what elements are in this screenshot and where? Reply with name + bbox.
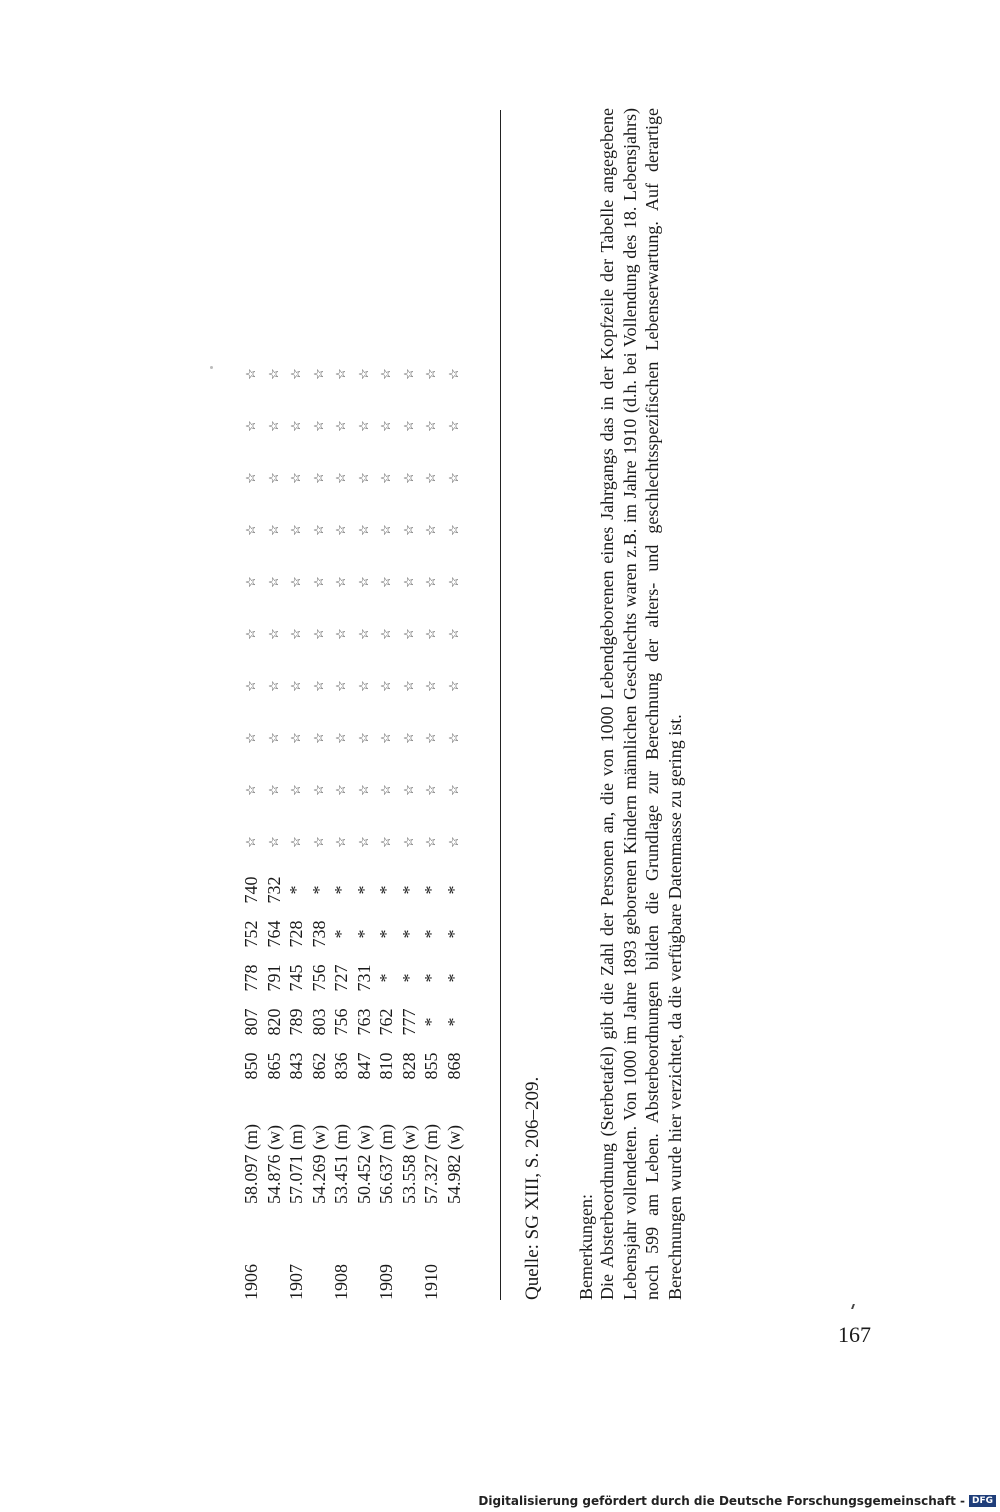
asterisk-cell: ☆ [445,784,461,796]
asterisk-cell: ☆ [265,680,281,692]
asterisk-cell: ☆ [445,732,461,744]
births-sex-cell: 50.452 (w) [353,1125,374,1204]
asterisk-cell: ☆ [355,576,371,588]
year-cell [308,1204,331,1300]
asterisk-cell: ☆ [400,836,416,848]
page-number: 167 [838,1322,871,1347]
births-sex-cell: 54.269 (w) [308,1125,329,1204]
asterisk-cell: ☆ [288,368,303,380]
asterisk-cell: ☆ [265,732,281,744]
year-cell: 1906 [241,1264,261,1300]
survivor-value-cell: 745 [286,964,306,992]
asterisk-cell: ☆ [423,524,438,536]
asterisk-cell: ☆ [445,420,461,432]
asterisk-cell: ☆ [445,524,461,536]
asterisk-cell: ☆ [310,732,326,744]
survivor-value-cell: 803 [308,1008,329,1036]
survivor-value-cell: * [286,885,306,895]
asterisk-cell: ☆ [378,524,393,536]
asterisk-cell: ☆ [265,524,281,536]
asterisk-cell: ☆ [265,368,281,380]
survivor-value-cell: 752 [241,920,261,948]
asterisk-cell: ☆ [333,680,348,692]
asterisk-cell: ☆ [310,628,326,640]
asterisk-cell: ☆ [445,680,461,692]
scan-speck [210,366,213,369]
footer-text: Digitalisierung gefördert durch die Deutsche Forschungsgemeinschaft - [478,1494,965,1508]
asterisk-cell: ☆ [310,784,326,796]
survivor-value-cell: * [308,885,329,895]
asterisk-cell: ☆ [355,836,371,848]
births-sex-cell: 53.451 (m) [331,1124,351,1204]
asterisk-cell: ☆ [423,420,438,432]
year-cell: 1909 [376,1264,396,1300]
births-sex-cell: 58.097 (m) [241,1124,261,1204]
asterisk-cell: ☆ [400,732,416,744]
survivor-value-cell: 847 [353,1052,374,1080]
asterisk-cell: ☆ [378,420,393,432]
survivor-value-cell: 868 [443,1052,464,1080]
asterisk-cell: ☆ [243,576,258,588]
survivor-value-cell: 762 [376,1008,396,1036]
births-sex-cell: 56.637 (m) [376,1124,396,1204]
asterisk-cell: ☆ [355,524,371,536]
asterisk-cell: ☆ [355,784,371,796]
asterisk-cell: ☆ [243,472,258,484]
table-row [398,348,421,1300]
asterisk-cell: ☆ [243,420,258,432]
births-sex-cell: 57.327 (m) [421,1124,441,1204]
table-body [240,348,465,1300]
asterisk-cell: ☆ [400,368,416,380]
asterisk-cell: ☆ [265,420,281,432]
scan-mark [851,1304,855,1309]
survivor-value-cell: 777 [398,1008,419,1036]
asterisk-cell: ☆ [423,836,438,848]
asterisk-cell: ☆ [333,628,348,640]
asterisk-cell: ☆ [265,576,281,588]
year-cell [263,1204,286,1300]
survivor-value-cell: 763 [353,1008,374,1036]
survivor-value-cell: 738 [308,920,329,948]
year-cell: 1910 [421,1264,441,1300]
survivor-value-cell: * [376,973,396,983]
asterisk-cell: ☆ [423,628,438,640]
asterisk-cell: ☆ [355,472,371,484]
year-cell [398,1204,421,1300]
asterisk-cell: ☆ [333,420,348,432]
asterisk-cell: ☆ [423,784,438,796]
asterisk-cell: ☆ [400,680,416,692]
survivor-value-cell: * [443,1017,464,1027]
table-row [308,348,331,1300]
asterisk-cell: ☆ [378,784,393,796]
mortality-table [240,348,465,1300]
asterisk-cell: ☆ [333,784,348,796]
asterisk-cell: ☆ [400,628,416,640]
survivor-value-cell: * [421,1017,441,1027]
digitization-footer [478,1494,996,1508]
survivor-value-cell: 850 [241,1052,261,1080]
asterisk-cell: ☆ [333,836,348,848]
asterisk-cell: ☆ [378,836,393,848]
survivor-value-cell: 836 [331,1052,351,1080]
asterisk-cell: ☆ [333,472,348,484]
asterisk-cell: ☆ [310,680,326,692]
survivor-value-cell: 828 [398,1052,419,1080]
table-row [285,348,308,1300]
asterisk-cell: ☆ [265,836,281,848]
asterisk-cell: ☆ [265,784,281,796]
year-cell: 1907 [286,1264,306,1300]
births-sex-cell: 57.071 (m) [286,1124,306,1204]
survivor-value-cell: 855 [421,1052,441,1080]
asterisk-cell: ☆ [400,784,416,796]
asterisk-cell: ☆ [445,628,461,640]
births-sex-cell: 53.558 (w) [398,1125,419,1204]
survivor-value-cell: * [398,929,419,939]
survivor-value-cell: 865 [263,1052,284,1080]
asterisk-cell: ☆ [288,836,303,848]
year-cell [353,1204,376,1300]
asterisk-cell: ☆ [243,628,258,640]
asterisk-cell: ☆ [333,732,348,744]
survivor-value-cell: 732 [263,876,284,904]
survivor-value-cell: 756 [331,1008,351,1036]
survivor-value-cell: 756 [308,964,329,992]
asterisk-cell: ☆ [310,524,326,536]
survivor-value-cell: 843 [286,1052,306,1080]
asterisk-cell: ☆ [288,472,303,484]
survivor-value-cell: 820 [263,1008,284,1036]
survivor-value-cell: * [443,929,464,939]
asterisk-cell: ☆ [310,836,326,848]
table-row [375,348,398,1300]
asterisk-cell: ☆ [288,576,303,588]
asterisk-cell: ☆ [400,472,416,484]
asterisk-cell: ☆ [445,836,461,848]
asterisk-cell: ☆ [378,628,393,640]
asterisk-cell: ☆ [288,732,303,744]
asterisk-cell: ☆ [378,472,393,484]
survivor-value-cell: * [376,885,396,895]
table-row [263,348,286,1300]
asterisk-cell: ☆ [288,524,303,536]
survivor-value-cell: 789 [286,1008,306,1036]
asterisk-cell: ☆ [265,472,281,484]
survivor-value-cell: * [398,885,419,895]
survivor-value-cell: * [398,973,419,983]
asterisk-cell: ☆ [333,368,348,380]
asterisk-cell: ☆ [243,836,258,848]
table-row [420,348,443,1300]
asterisk-cell: ☆ [310,368,326,380]
asterisk-cell: ☆ [288,784,303,796]
asterisk-cell: ☆ [423,680,438,692]
asterisk-cell: ☆ [243,732,258,744]
asterisk-cell: ☆ [243,680,258,692]
year-cell [443,1204,466,1300]
asterisk-cell: ☆ [445,576,461,588]
survivor-value-cell: * [331,929,351,939]
table-bottom-rule [500,110,501,1300]
asterisk-cell: ☆ [288,628,303,640]
survivor-value-cell: * [443,973,464,983]
survivor-value-cell: 807 [241,1008,261,1036]
notes-text: Die Absterbeordnung (Sterbetafel) gibt die Zahl der Personen an, die von 1000 Lebendgeborenen eines Jahrgangs das in der Kopfzeile der Tabelle angegebene Lebensjahr vollendeten. Von 1000 im Jahre 1893 geborenen Kindern männlichen Geschlechts waren z.B. im Jahre 1910 (d.h. bei Vollendung des 18. Lebensjahrs) noch 599 am Leben. Absterbeordnungen bilden die Grundlage zur Berechnung der alters- und geschlechtsspezifischen Lebenserwartung. Auf derartige Berechnungen wurde hier verzichtet, da die verfügbare Datenmasse zu gering ist. [597,108,685,1300]
survivor-value-cell: 778 [241,964,261,992]
asterisk-cell: ☆ [400,576,416,588]
survivor-value-cell: 810 [376,1052,396,1080]
survivor-value-cell: * [421,885,441,895]
asterisk-cell: ☆ [355,368,371,380]
asterisk-cell: ☆ [378,576,393,588]
survivor-value-cell: 731 [353,964,374,992]
asterisk-cell: ☆ [288,680,303,692]
asterisk-cell: ☆ [445,368,461,380]
survivor-value-cell: 727 [331,964,351,992]
table-row [330,348,353,1300]
asterisk-cell: ☆ [378,732,393,744]
asterisk-cell: ☆ [310,472,326,484]
asterisk-cell: ☆ [400,524,416,536]
dfg-logo: DFG [969,1495,996,1507]
asterisk-cell: ☆ [333,576,348,588]
asterisk-cell: ☆ [355,628,371,640]
survivor-value-cell: * [376,929,396,939]
rotated-page-content [240,100,720,1300]
source-line: Quelle: SG XIII, S. 206–209. [522,1076,543,1300]
survivor-value-cell: 862 [308,1052,329,1080]
asterisk-cell: ☆ [355,420,371,432]
survivor-value-cell: * [421,929,441,939]
survivor-value-cell: * [331,885,351,895]
births-sex-cell: 54.982 (w) [443,1125,464,1204]
asterisk-cell: ☆ [423,576,438,588]
asterisk-cell: ☆ [355,680,371,692]
table-row [240,348,263,1300]
asterisk-cell: ☆ [423,368,438,380]
survivor-value-cell: * [443,885,464,895]
survivor-value-cell: 764 [263,920,284,948]
asterisk-cell: ☆ [265,628,281,640]
survivor-value-cell: 740 [241,876,261,904]
year-cell: 1908 [331,1264,351,1300]
asterisk-cell: ☆ [243,368,258,380]
notes-heading: Bemerkungen: [576,1194,596,1300]
asterisk-cell: ☆ [310,420,326,432]
asterisk-cell: ☆ [333,524,348,536]
asterisk-cell: ☆ [288,420,303,432]
table-row [443,348,466,1300]
table-row [353,348,376,1300]
survivor-value-cell: * [421,973,441,983]
asterisk-cell: ☆ [400,420,416,432]
asterisk-cell: ☆ [423,472,438,484]
births-sex-cell: 54.876 (w) [263,1125,284,1204]
asterisk-cell: ☆ [378,680,393,692]
survivor-value-cell: 728 [286,920,306,948]
survivor-value-cell: 791 [263,964,284,992]
asterisk-cell: ☆ [243,784,258,796]
asterisk-cell: ☆ [310,576,326,588]
asterisk-cell: ☆ [355,732,371,744]
survivor-value-cell: * [353,929,374,939]
asterisk-cell: ☆ [243,524,258,536]
asterisk-cell: ☆ [378,368,393,380]
survivor-value-cell: * [353,885,374,895]
asterisk-cell: ☆ [445,472,461,484]
asterisk-cell: ☆ [423,732,438,744]
